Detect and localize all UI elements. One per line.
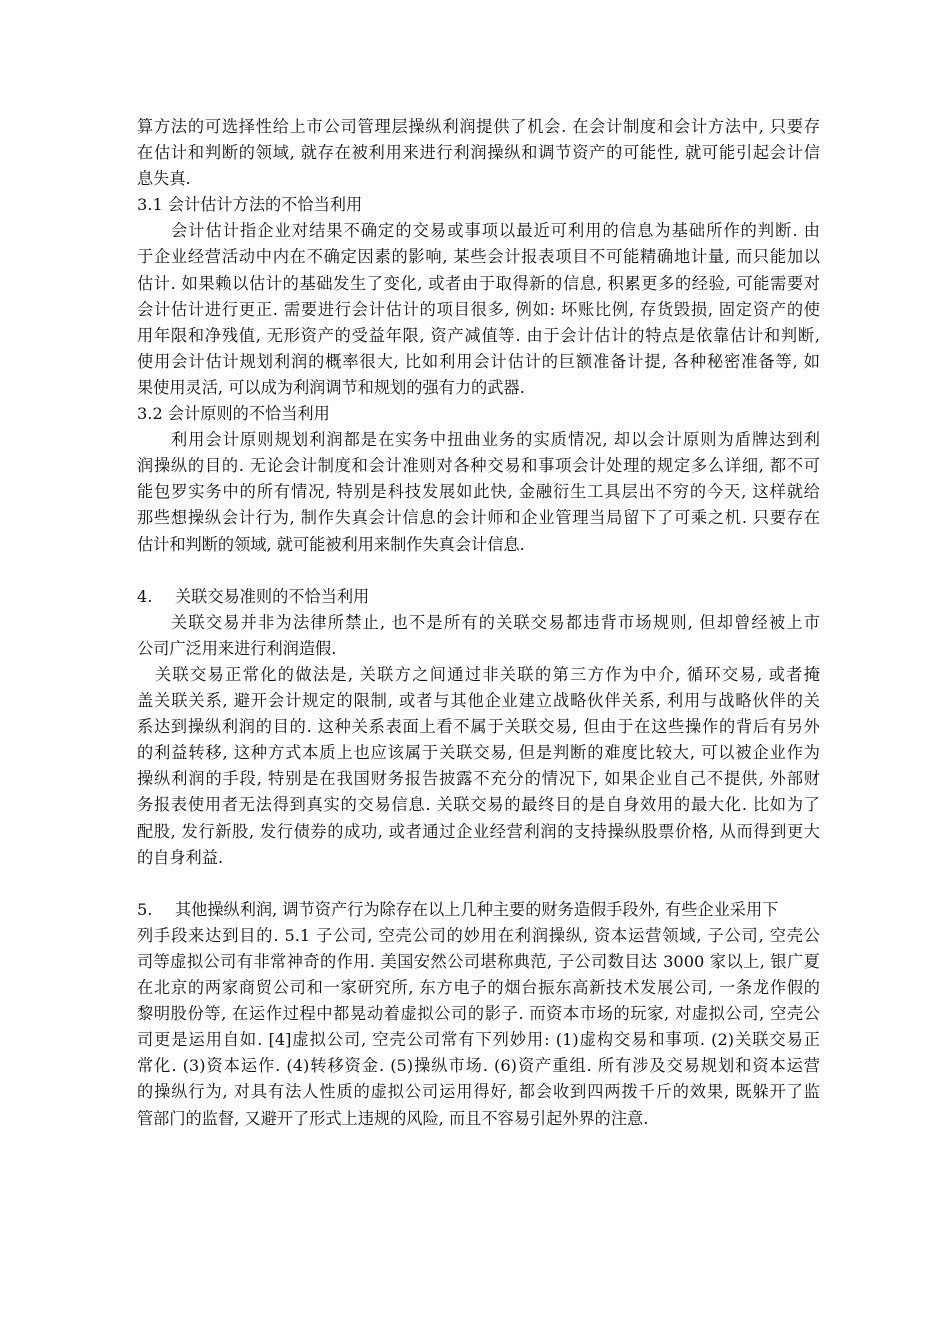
section-3-1-line: 用年限和净残值, 无形资产的受益年限, 资产减值等. 由于会计估计的特点是依靠估计和判断, [137,325,820,345]
intro-line: 算方法的可选择性给上市公司管理层操纵利润提供了机会. 在会计制度和会计方法中, 只要存 [137,117,820,136]
section-3-1-line: 于企业经营活动中内在不确定因素的影响, 某些会计报表项目不可能精确地计量, 而只能加以 [137,247,820,267]
section-4-line: 关联交易正常化的做法是, 关联方之间通过非关联的第三方作为中介, 循环交易, 或者掩 [155,664,820,684]
section-4-line: 配股, 发行新股, 发行债券的成功, 或者通过企业经营利润的支持操纵股票价格, 从而得到更大 [137,821,820,841]
section-3-2-line: 润操纵的目的. 无论会计制度和会计准则对各种交易和事项会计处理的规定多么详细, 都不可 [137,456,820,476]
section-3-1-line: 果使用灵活, 可以成为利润调节和规划的强有力的武器. [137,377,525,397]
section-5-number: 5. [137,899,153,919]
section-3-2-line: 估计和判断的领域, 就可能被利用来制作失真会计信息. [137,534,525,554]
section-4-line: 的利益转移, 这种方式本质上也应该属于关联交易, 但是判断的难度比较大, 可以被企业作为 [137,743,820,763]
section-4-line: 务报表使用者无法得到真实的交易信息. 关联交易的最终目的是自身效用的最大化. 比如为了 [137,795,820,815]
intro-line: 息失真. [137,169,191,189]
intro-line: 在估计和判断的领域, 就存在被利用来进行利润操纵和调节资产的可能性, 就可能引起会计信 [137,143,820,163]
section-3-2-line: 那些想操纵会计行为, 制作失真会计信息的会计师和企业管理当局留下了可乘之机. 只要存在 [137,508,820,528]
section-3-2-heading: 3.2 会计原则的不恰当利用 [137,404,330,424]
section-5-line: 列手段来达到目的. 5.1 子公司, 空壳公司的妙用在利润操纵, 资本运营领域, 子公司, 空壳公 [137,925,820,945]
section-3-1-line: 会计估计进行更正. 需要进行会计估计的项目很多, 例如: 坏账比例, 存货毁损, 固定资产的使 [137,299,820,319]
paragraph-spacer [137,558,820,584]
section-4-line: 操纵利润的手段, 特别是在我国财务报告披露不充分的情况下, 如果企业自己不提供, 外部财 [137,769,820,789]
section-3-1-heading: 3.1 会计估计方法的不恰当利用 [137,195,363,215]
section-5-first-text: 其他操纵利润, 调节资产行为除存在以上几种主要的财务造假手段外, 有些企业采用下 [175,899,779,919]
section-5-line: 黎明股份等, 在运作过程中都晃动着虚拟公司的影子. 而资本市场的玩家, 对虚拟公司, 空壳公 [137,1004,820,1024]
section-5-line: 在北京的两家商贸公司和一家研究所, 东方电子的烟台振东高新技术发展公司, 一条龙作假的 [137,978,820,998]
section-5-line: 的操纵行为, 对具有法人性质的虚拟公司运用得好, 都会收到四两拨千斤的效果, 既躲开了监 [137,1082,820,1102]
section-3-2-line: 利用会计原则规划利润都是在实务中扭曲业务的实质情况, 却以会计原则为盾牌达到利 [171,430,820,450]
section-5-first-line [137,897,820,923]
section-4-heading [137,584,820,610]
section-3-1-line: 会计估计指企业对结果不确定的交易或事项以最近可利用的信息为基础所作的判断. 由 [171,221,820,241]
section-4-title: 关联交易准则的不恰当利用 [175,586,370,606]
section-4-line: 公司广泛用来进行利润造假. [137,638,337,658]
section-3-1-line: 估计. 如果赖以估计的基础发生了变化, 或者由于取得新的信息, 积累更多的经验, 可能需要对 [137,273,820,293]
section-5-line: 管部门的监督, 又避开了形式上违规的风险, 而且不容易引起外界的注意. [137,1108,649,1128]
section-5-line: 司等虚拟公司有非常神奇的作用. 美国安然公司堪称典范, 子公司数目达 3000 家以上, 银广夏 [137,952,820,971]
section-4-line: 关联交易并非为法律所禁止, 也不是所有的关联交易都违背市场规则, 但却曾经被上市 [171,612,820,632]
section-5-line: 常化. (3)资本运作. (4)转移资金. (5)操纵市场. (6)资产重组. 所有涉及交易规划和资本运营 [137,1056,820,1076]
document-body [137,114,820,1132]
section-4-number: 4. [137,586,153,606]
section-4-line: 的自身利益. [137,847,224,867]
section-4-line: 系达到操纵利润的目的. 这种关系表面上看不属于关联交易, 但由于在这些操作的背后有另外 [137,717,820,737]
section-5-line: 司更是运用自如. [4]虚拟公司, 空壳公司常有下列妙用: (1)虚构交易和事项. (2)关联交易正 [137,1030,820,1050]
section-3-2-line: 能包罗实务中的所有情况, 特别是科技发展如此快, 金融衍生工具层出不穷的今天, 这样就给 [137,482,820,502]
section-4-line: 盖关联关系, 避开会计规定的限制, 或者与其他企业建立战略伙伴关系, 利用与战略伙伴的关 [137,691,820,711]
paragraph-spacer [137,871,820,897]
section-3-1-line: 使用会计估计规划利润的概率很大, 比如利用会计估计的巨额准备计提, 各种秘密准备等, 如 [137,351,820,371]
